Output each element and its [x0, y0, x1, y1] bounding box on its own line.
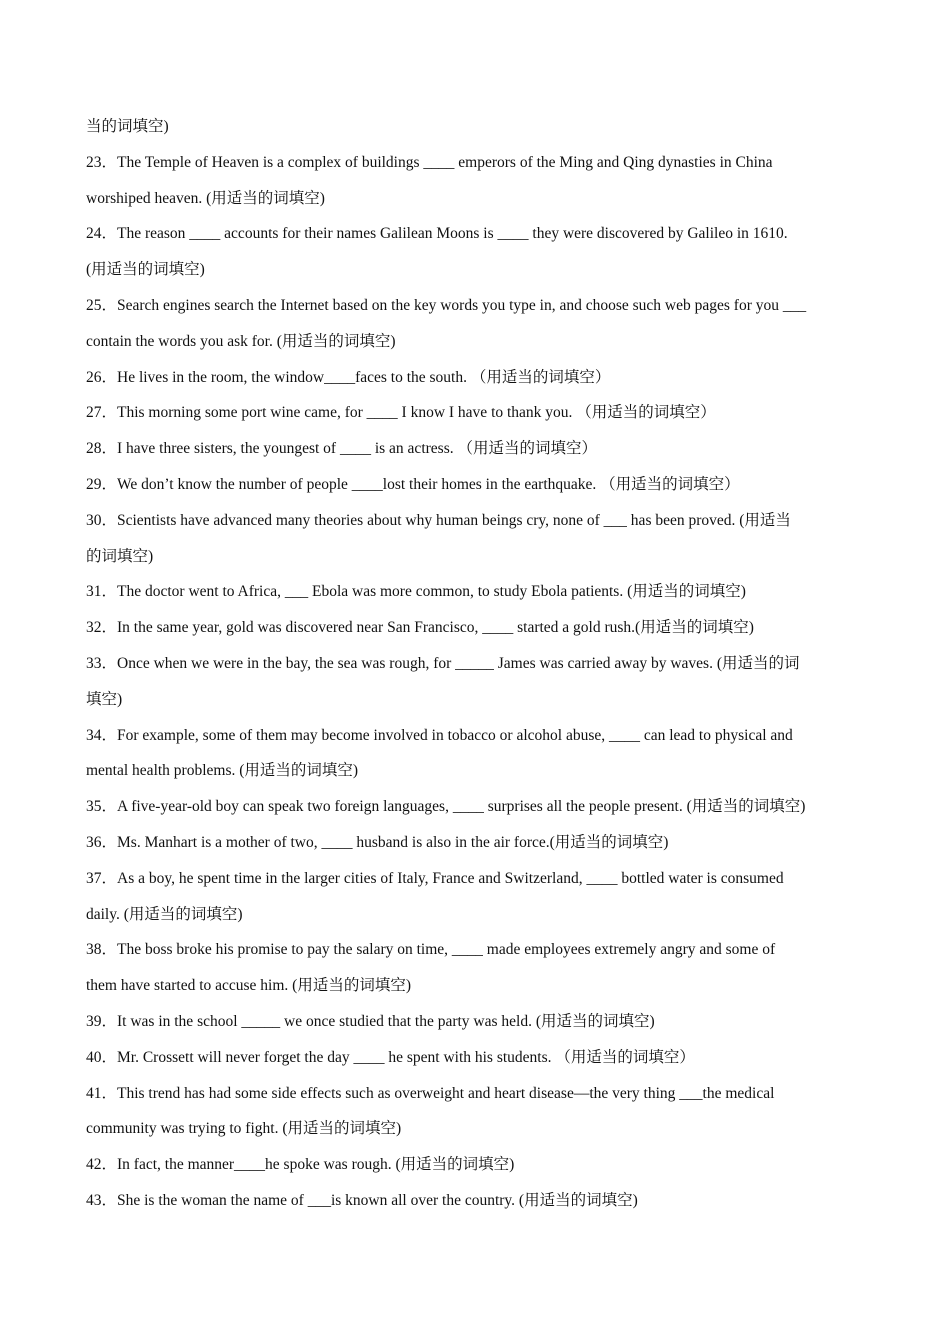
question-24: 24．The reason ____ accounts for their names Galilean Moons is ____ they were discovered by Galileo in 1610. — [86, 225, 788, 243]
question-30: 30．Scientists have advanced many theories about why human beings cry, none of ___ has been proved. (用适当 — [86, 511, 791, 529]
question-41: 41．This trend has had some side effects such as overweight and heart disease—the very thing ___the medical — [86, 1084, 775, 1102]
question-29: 29．We don’t know the number of people ____lost their homes in the earthquake. （用适当的词填空） — [86, 475, 740, 493]
text-line-03: worshiped heaven. (用适当的词填空) — [86, 189, 325, 207]
text-line-05: (用适当的词填空) — [86, 261, 205, 279]
text-line-19: mental health problems. (用适当的词填空) — [86, 762, 359, 780]
question-38: 38．The boss broke his promise to pay the salary on time, ____ made employees extremely angry and some of — [86, 941, 776, 959]
question-37: 37．As a boy, he spent time in the larger cities of Italy, France and Switzerland, ____ bottled water is consumed — [86, 869, 784, 887]
question-42: 42．In fact, the manner____he spoke was rough. (用适当的词填空) — [86, 1156, 515, 1174]
question-26: 26．He lives in the room, the window____faces to the south. （用适当的词填空） — [86, 368, 611, 386]
question-27: 27．This morning some port wine came, for ____ I know I have to thank you. （用适当的词填空） — [86, 404, 716, 422]
question-31: 31．The doctor went to Africa, ___ Ebola was more common, to study Ebola patients. (用适当的词填空) — [86, 583, 746, 601]
question-23: 23．The Temple of Heaven is a complex of buildings ____ emperors of the Ming and Qing dynasties in China — [86, 153, 773, 171]
question-25: 25．Search engines search the Internet based on the key words you type in, and choose such web pages for you ___ — [86, 296, 807, 314]
question-39: 39．It was in the school _____ we once studied that the party was held. (用适当的词填空) — [86, 1012, 655, 1030]
question-43: 43．She is the woman the name of ___is known all over the country. (用适当的词填空) — [86, 1191, 638, 1209]
text-line-17: 填空) — [86, 690, 123, 708]
question-28: 28．I have three sisters, the youngest of ____ is an actress. （用适当的词填空） — [86, 440, 597, 458]
document-page — [86, 113, 876, 1223]
text-line-13: 的词填空) — [86, 547, 154, 565]
text-line-25: them have started to accuse him. (用适当的词填空) — [86, 977, 411, 995]
text-line-23: daily. (用适当的词填空) — [86, 905, 243, 923]
question-36: 36．Ms. Manhart is a mother of two, ____ husband is also in the air force.(用适当的词填空) — [86, 833, 669, 851]
question-33: 33．Once when we were in the bay, the sea was rough, for _____ James was carried away by waves. (用适当的词 — [86, 654, 800, 672]
question-34: 34．For example, some of them may become involved in tobacco or alcohol abuse, ____ can lead to physical and — [86, 726, 793, 744]
question-40: 40．Mr. Crossett will never forget the day ____ he spent with his students. （用适当的词填空） — [86, 1048, 695, 1066]
text-line-01: 当的词填空) — [86, 118, 169, 135]
question-35: 35．A five-year-old boy can speak two foreign languages, ____ surprises all the people present. (用适当的词填空) — [86, 798, 806, 816]
question-32: 32．In the same year, gold was discovered near San Francisco, ____ started a gold rush.(用适当的词填空) — [86, 619, 754, 637]
text-line-29: community was trying to fight. (用适当的词填空) — [86, 1120, 402, 1138]
text-line-07: contain the words you ask for. (用适当的词填空) — [86, 332, 396, 350]
